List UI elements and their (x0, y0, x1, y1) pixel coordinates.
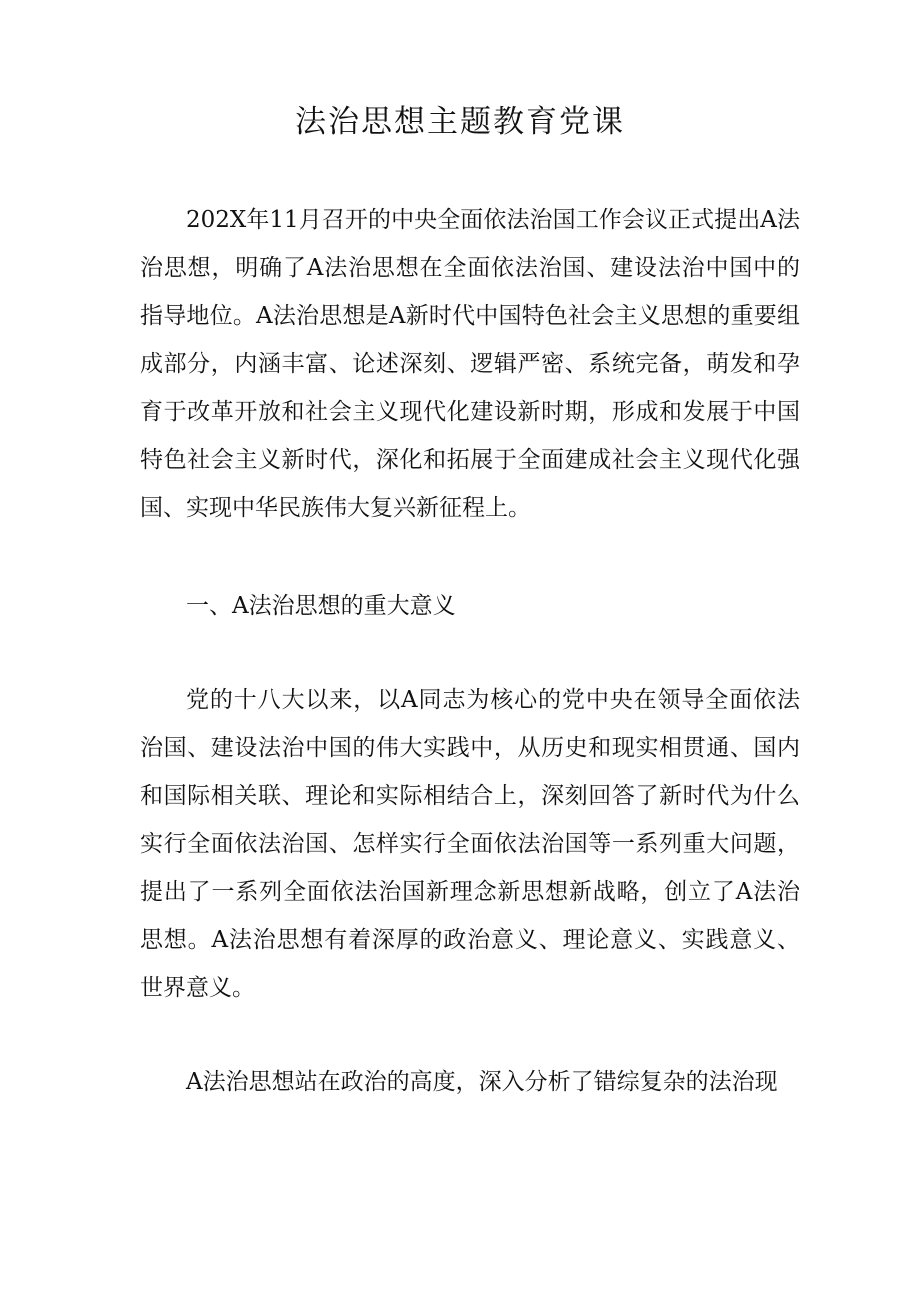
paragraph-intro: 202X年11月召开的中央全面依法治国工作会议正式提出A法治思想，明确了A法治思想在全面依法治国、建设法治中国中的指导地位。A法治思想是A新时代中国特色社会主义思想的重要组成部分，内涵丰富、论述深刻、逻辑严密、系统完备，萌发和孕育于改革开放和社会主义现代化建设新时期，形成和发展于中国特色社会主义新时代，深化和拓展于全面建成社会主义现代化强国、实现中华民族伟大复兴新征程上。 (140, 207, 800, 521)
document-title: 法治思想主题教育党课 (295, 104, 625, 140)
paragraph-significance: 党的十八大以来，以A同志为核心的党中央在领导全面依法治国、建设法治中国的伟大实践中，从历史和现实相贯通、国内和国际相关联、理论和实际相结合上，深刻回答了新时代为什么实行全面依法治国、怎样实行全面依法治国等一系列重大问题，提出了一系列全面依法治国新理念新思想新战略，创立了A法治思想。A法治思想有着深厚的政治意义、理论意义、实践意义、世界意义。 (140, 687, 800, 1001)
paragraph-political: A法治思想站在政治的高度，深入分析了错综复杂的法治现 (186, 1069, 778, 1095)
section-heading: 一、A法治思想的重大意义 (186, 593, 456, 619)
